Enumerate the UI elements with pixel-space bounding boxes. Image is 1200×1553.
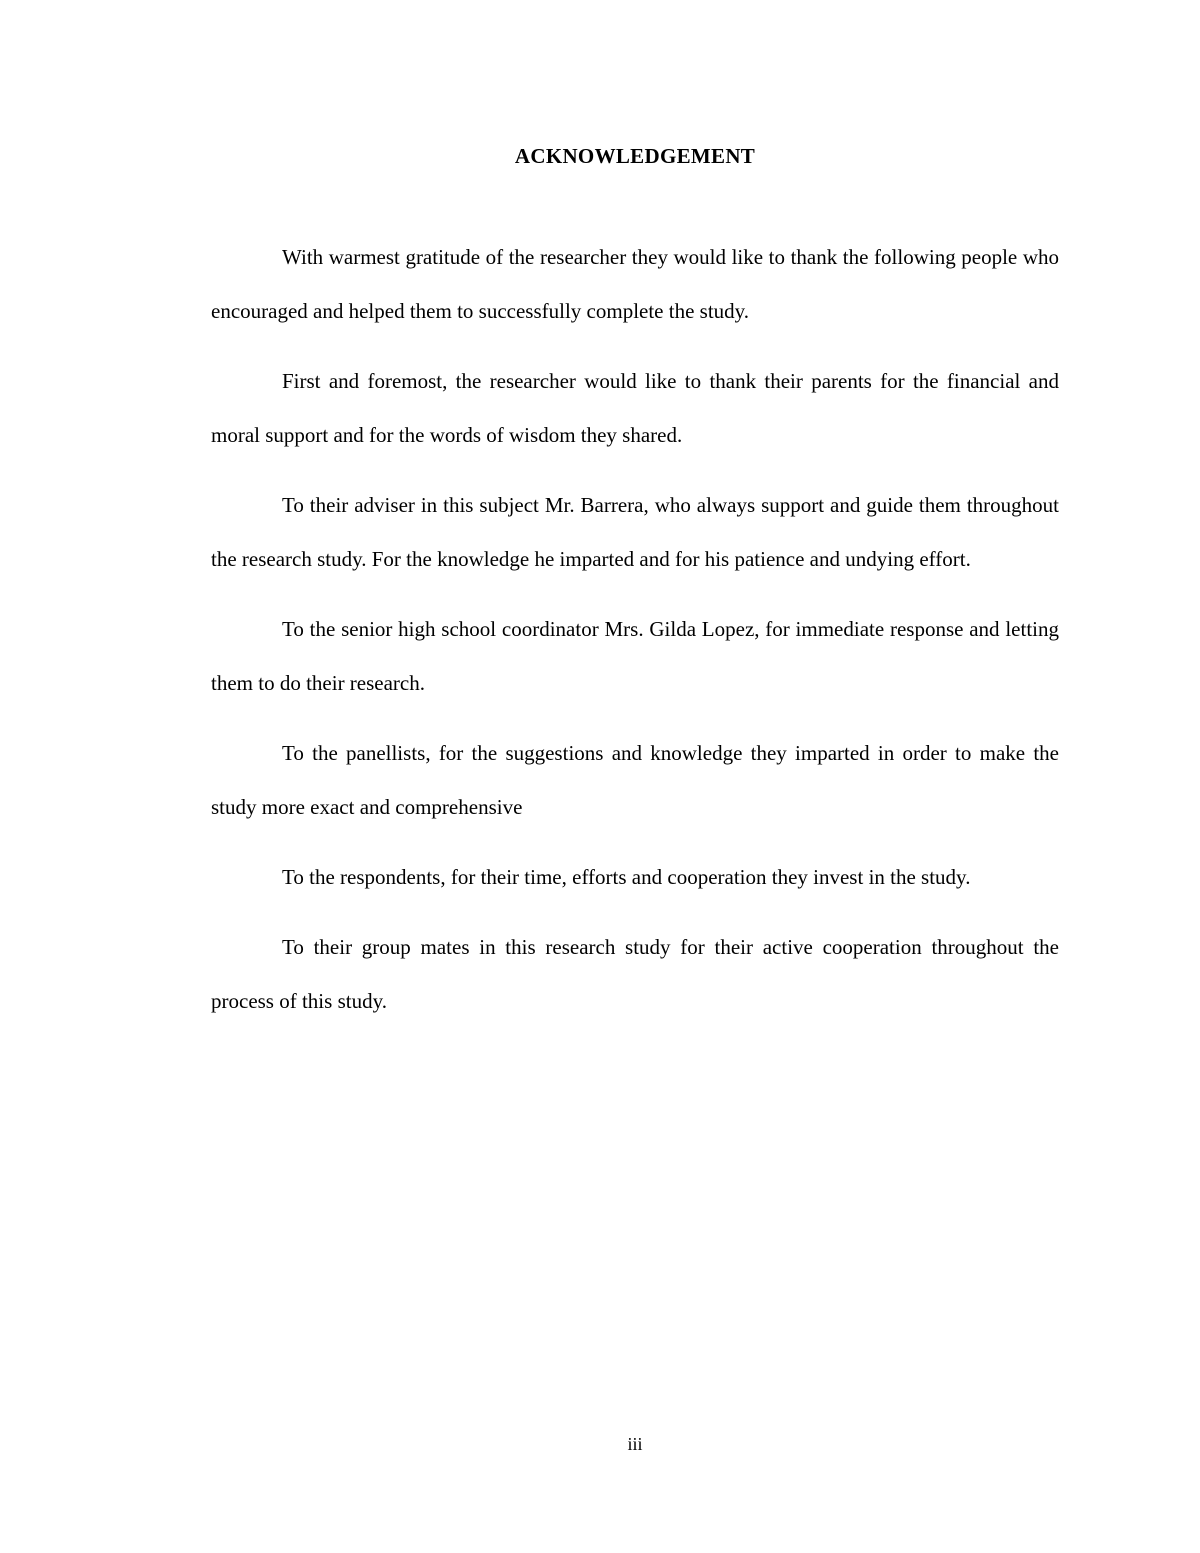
paragraph-group-mates: To their group mates in this research study for their active cooperation throughout the process of this study. — [211, 935, 1059, 1013]
acknowledgement-body — [211, 230, 1059, 1044]
page-title: ACKNOWLEDGEMENT — [514, 144, 756, 168]
page-number: iii — [627, 1434, 643, 1454]
paragraph-panellists: To the panellists, for the suggestions and knowledge they imparted in order to make the study more exact and comprehensive — [211, 741, 1059, 819]
paragraph-adviser: To their adviser in this subject Mr. Barrera, who always support and guide them throughout the research study. For the knowledge he imparted and for his patience and undying effort. — [211, 493, 1059, 571]
paragraph-coordinator: To the senior high school coordinator Mrs. Gilda Lopez, for immediate response and letting them to do their research. — [211, 617, 1059, 695]
paragraph-respondents: To the respondents, for their time, efforts and cooperation they invest in the study. — [282, 865, 971, 889]
paragraph-gratitude: With warmest gratitude of the researcher they would like to thank the following people who encouraged and helped them to successfully complete the study. — [211, 245, 1059, 323]
paragraph-parents: First and foremost, the researcher would like to thank their parents for the financial and moral support and for the words of wisdom they shared. — [211, 369, 1059, 447]
